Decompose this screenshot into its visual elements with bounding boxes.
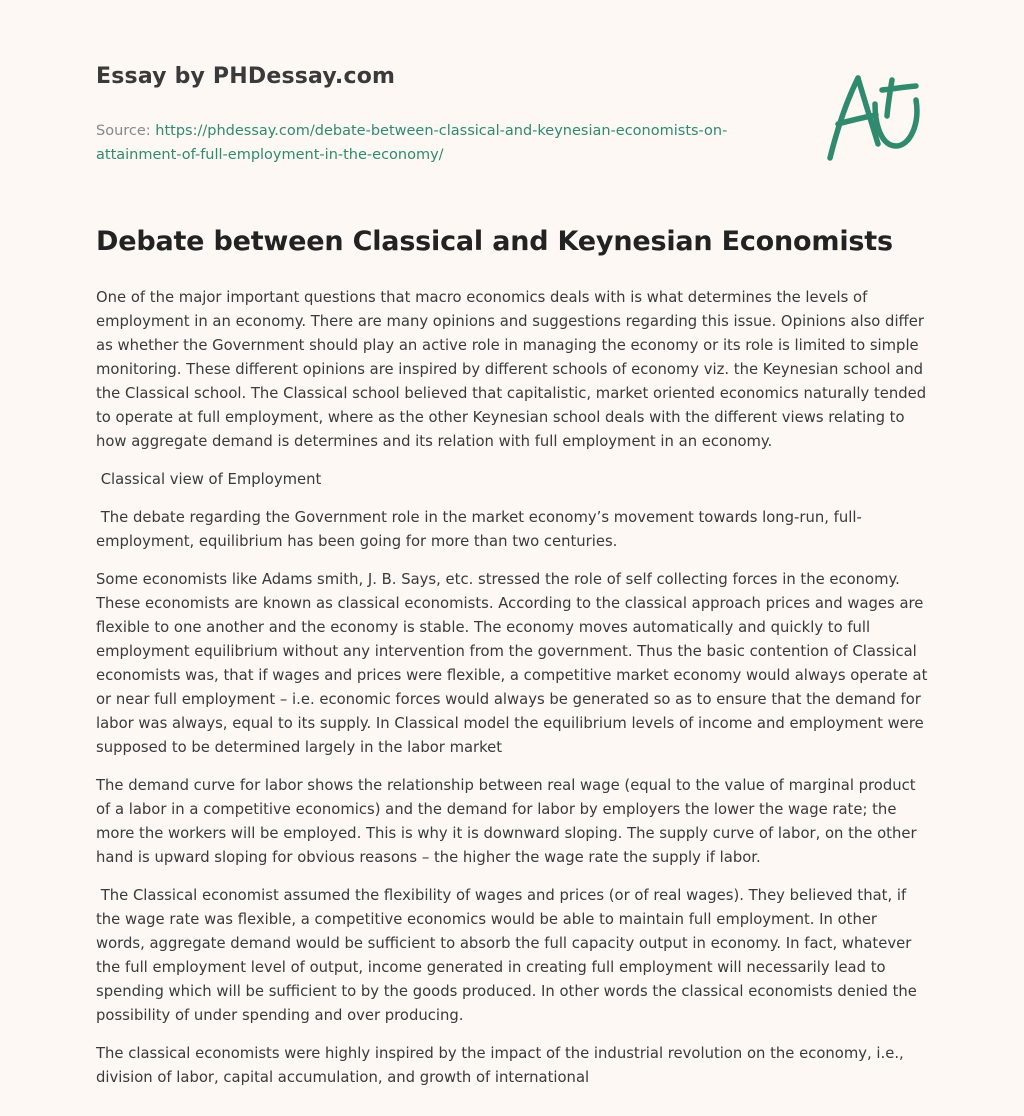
article-paragraph: The debate regarding the Government role in the market economy’s movement towards long-run, full-employment, equilibrium has been going for more than two centuries. <box>96 509 862 550</box>
article-paragraph: The classical economists were highly inspired by the impact of the industrial revolution on the economy, i.e., division of labor, capital accumulation, and growth of international <box>96 1045 904 1086</box>
header <box>96 64 796 167</box>
source-link[interactable] <box>96 123 727 163</box>
source-link-line-1: https://phdessay.com/debate-between-classical-and-keynesian-economists-on- <box>155 123 728 139</box>
source-label: Source: <box>96 123 151 139</box>
article-paragraph: Some economists like Adams smith, J. B. Says, etc. stressed the role of self collecting forces in the economy. These economists are known as classical economists. According to the classical approach prices and wages are flexible to one another and the economy is stable. The economy moves automatically and quickly to full employment equilibrium without any intervention from the government. Thus the basic contention of Classical economists was, that if wages and prices were flexible, a competitive market economy would always operate at or near full employment – i.e. economic forces would always be generated so as to ensure that the demand for labor was always, equal to its supply. In Classical model the equilibrium levels of income and employment were supposed to be determined largely in the labor market <box>96 571 928 756</box>
article <box>96 226 930 1104</box>
a-plus-grade-icon <box>820 64 930 168</box>
article-paragraph: The demand curve for labor shows the relationship between real wage (equal to the value of marginal product of a labor in a competitive economics) and the demand for labor by employers the lower the wage rate; the more the workers will be employed. This is why it is downward sloping. The supply curve of labor, on the other hand is upward sloping for obvious reasons – the higher the wage rate the supply if labor. <box>96 777 917 866</box>
section-heading: Classical view of Employment <box>96 471 322 488</box>
source-line <box>96 119 796 167</box>
article-title: Debate between Classical and Keynesian Economists <box>96 226 893 257</box>
source-link-line-2: attainment-of-full-employment-in-the-economy/ <box>96 147 444 163</box>
site-brand: Essay by PHDessay.com <box>96 64 396 89</box>
article-paragraph: One of the major important questions that macro economics deals with is what determines the levels of employment in an economy. There are many opinions and suggestions regarding this issue. Opinions also differ as whether the Government should play an active role in managing the economy or its role is limited to simple monitoring. These different opinions are inspired by different schools of economy viz. the Keynesian school and the Classical school. The Classical school believed that capitalistic, market oriented economics naturally tended to operate at full employment, where as the other Keynesian school deals with the different views relating to how aggregate demand is determines and its relation with full employment in an economy. <box>96 289 927 450</box>
article-paragraph: The Classical economist assumed the flexibility of wages and prices (or of real wages). They believed that, if the wage rate was flexible, a competitive economics would be able to maintain full employment. In other words, aggregate demand would be sufficient to absorb the full capacity output in economy. In fact, whatever the full employment level of output, income generated in creating full employment will necessarily lead to spending which will be sufficient to by the goods produced. In other words the classical economists denied the possibility of under spending and over producing. <box>96 887 922 1024</box>
